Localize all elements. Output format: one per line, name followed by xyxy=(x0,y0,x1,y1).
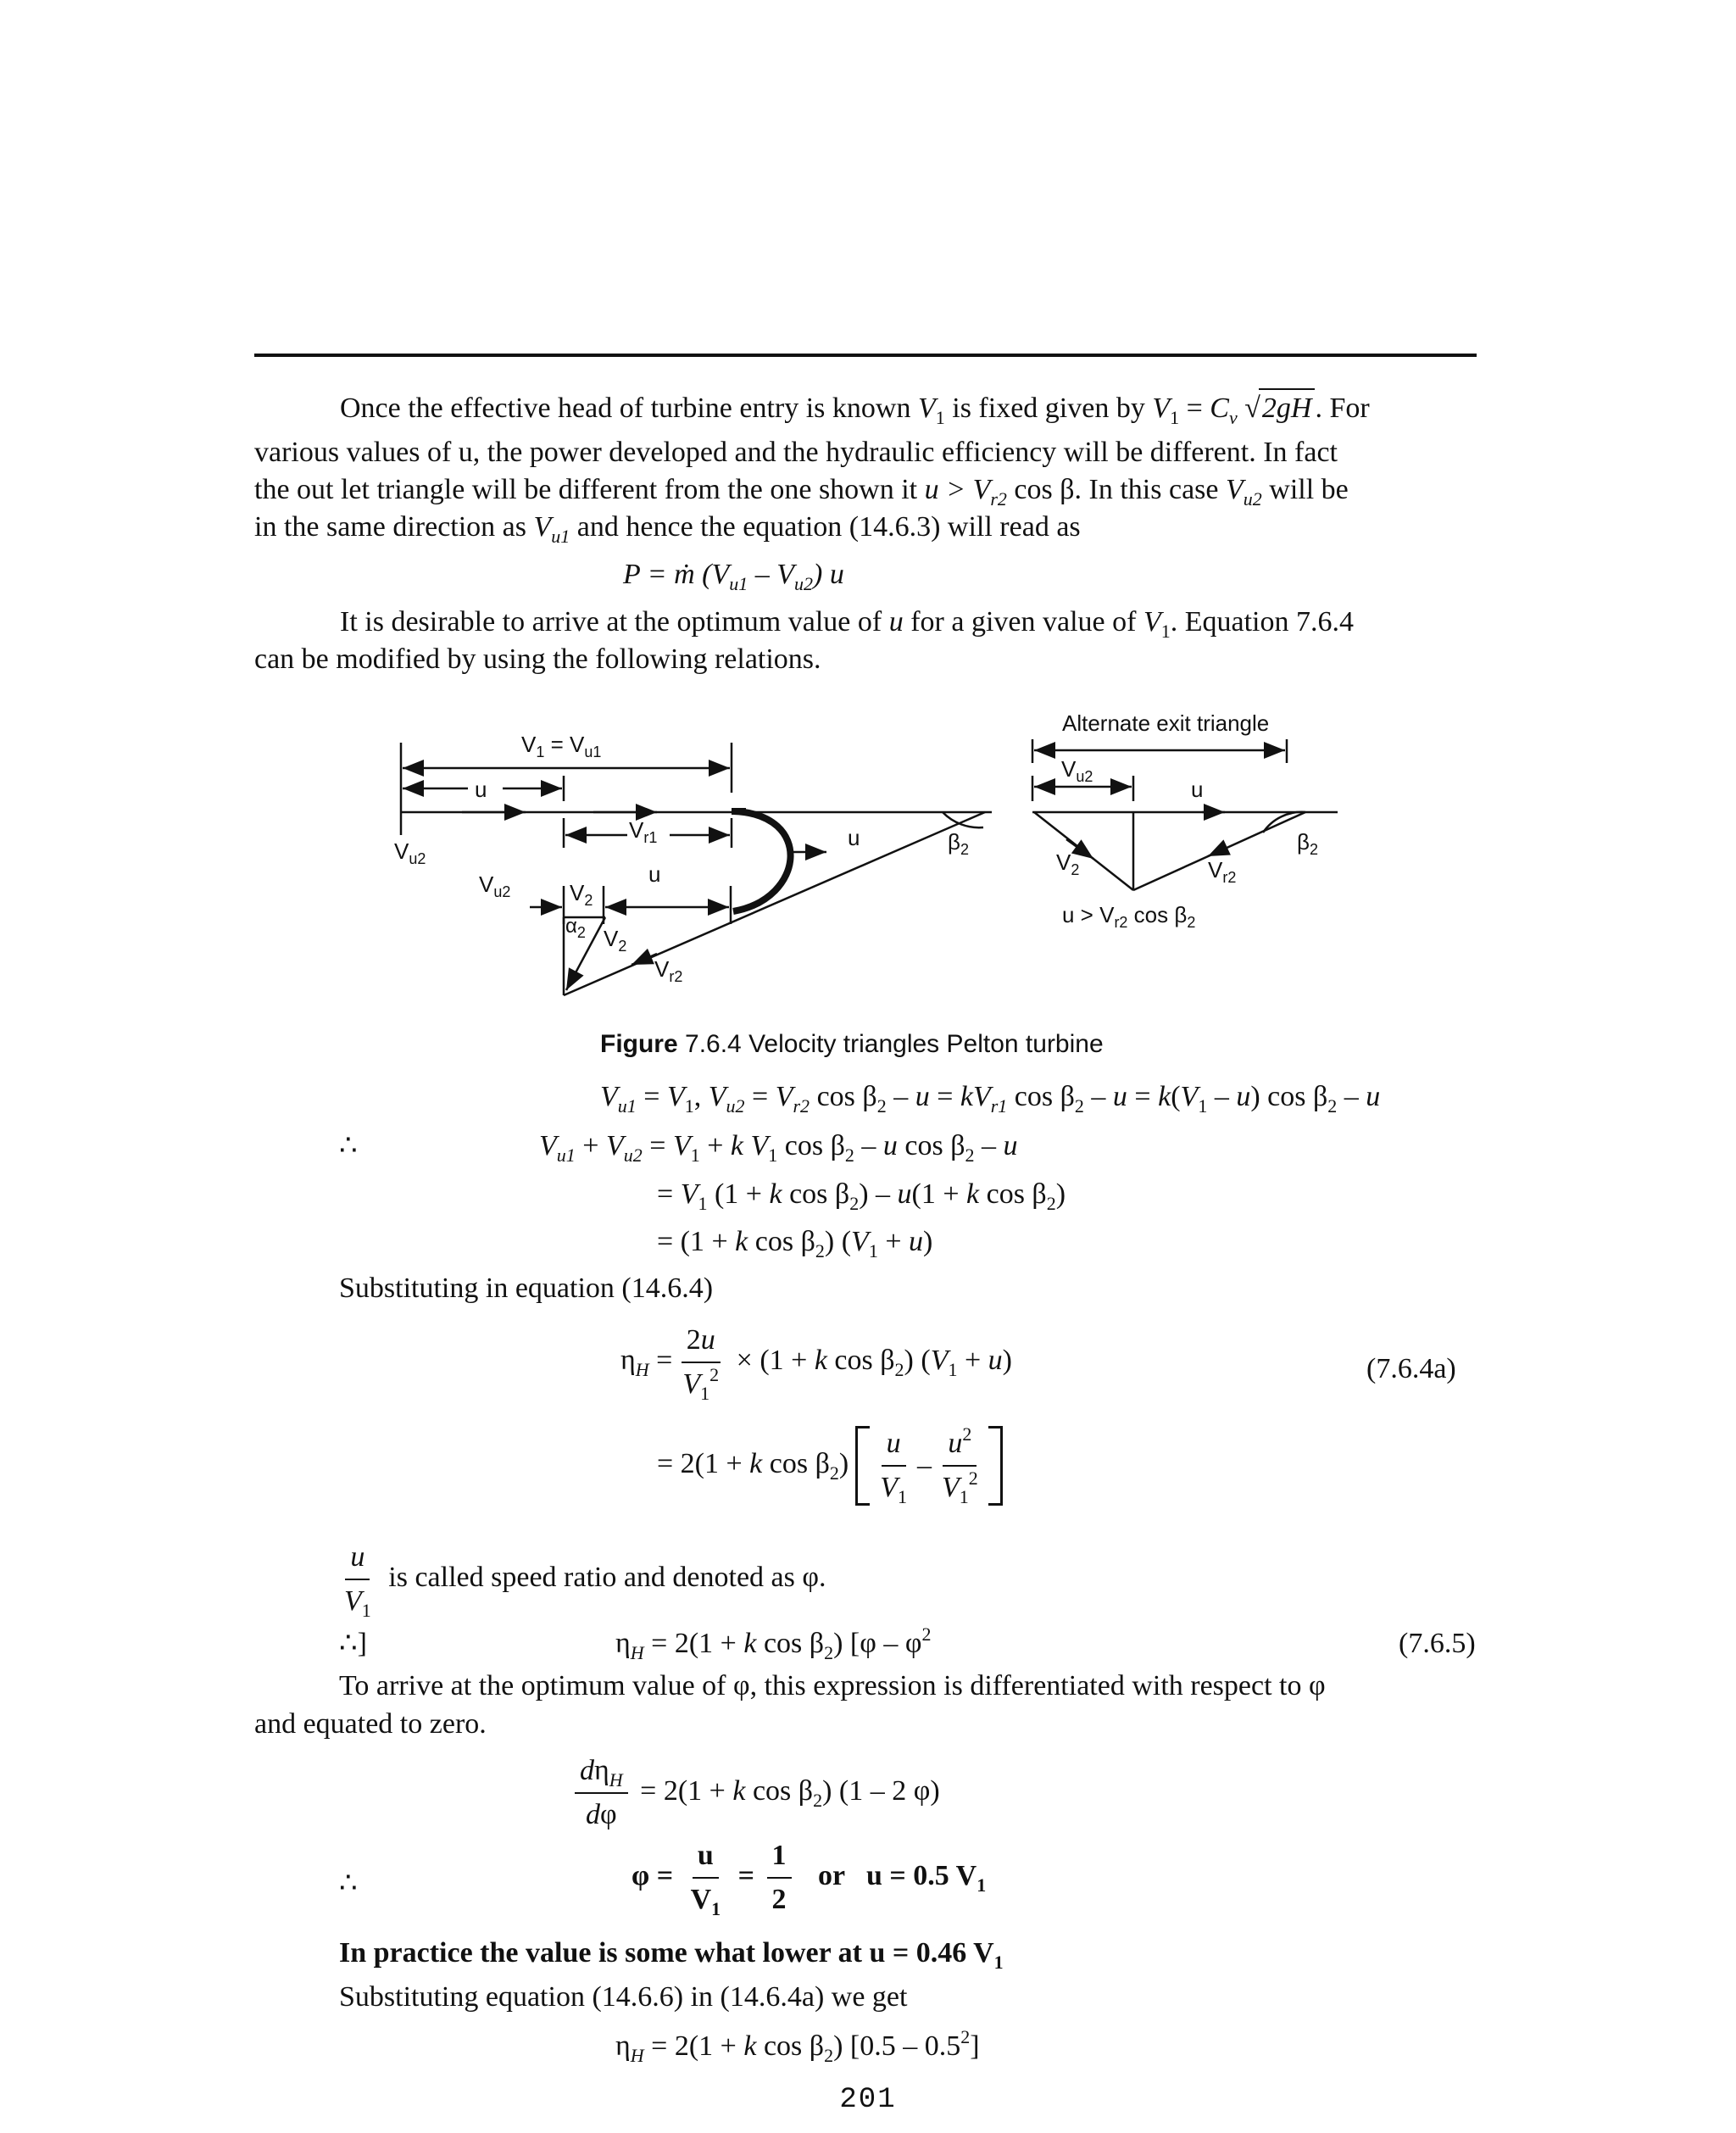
label-v2-diag: $V_2$ xyxy=(604,926,627,955)
label-vu2-left: $V_{u2}$ xyxy=(394,838,426,867)
eq-eta-h-bracket: = 2(1 + k $\cos \beta_2$) $\frac{u}{V_1}$ – $\frac{u^2}{V_1^2}$ xyxy=(657,1426,1003,1506)
eq-final: $\eta_H = 2(1 + k$ $\cos \beta_2$) $[0.5 - 0.5^2]$ xyxy=(615,2026,980,2066)
speed-ratio-line: $\frac{u}{V_1}$ is called speed ratio and denoted as φ. xyxy=(344,1541,826,1621)
caption-num: 7.6.4 xyxy=(677,1030,742,1058)
label-vu2-alt: $V_{u2}$ xyxy=(1061,756,1093,785)
para1-l4a: in the same direction as xyxy=(254,511,534,543)
para1-line3: the out let triangle will be different from the one shown it $u > V_{r2}$ cos β. In this case $V_{u2}$ will be xyxy=(254,474,1349,510)
label-alpha2: $\alpha_2$ xyxy=(565,915,586,941)
label-u-bucket: u xyxy=(848,825,860,850)
practice-text: In practice the value is some what lower at u = 0.46 V xyxy=(339,1937,994,1969)
eq-tag-7-6-4a: (7.6.4a) xyxy=(1366,1353,1456,1384)
para2-l1a: It is desirable to arrive at the optimum value of xyxy=(340,606,889,638)
eq-power-a: P = ṁ (V xyxy=(623,559,730,590)
therefore-3: ∴ xyxy=(339,1868,358,1899)
equation-power: P = ṁ $(V_{u1} - V_{u2})$ u xyxy=(623,559,844,594)
para1-l4b: and hence the equation (14.6.3) will read as xyxy=(570,511,1081,543)
bucket-curve xyxy=(733,811,791,911)
para1-text-b: is fixed given by xyxy=(944,393,1153,424)
para1-l3d: will be xyxy=(1261,474,1349,505)
eq-phi-optimum: φ = $\frac{u}{V_1}$ = $\frac{1}{2}$ or u = 0.5 $V_1$ xyxy=(632,1840,987,1919)
eq-line-3: = $V_1$ (1 + k $\cos \beta_2) - u(1 + k$ $\cos \beta_2$) xyxy=(657,1178,1066,1214)
label-beta2-alt: $\beta_2$ xyxy=(1297,829,1318,858)
para1-l3c: cos β. In this case xyxy=(1006,474,1226,505)
label-v2-alt: $V_2$ xyxy=(1056,849,1080,878)
therefore-2: ∴] xyxy=(339,1628,367,1659)
caption-bold: Figure xyxy=(600,1030,678,1058)
practice-line: In practice the value is some what lower at u = 0.46 $V_1$ xyxy=(339,1937,1004,1973)
label-alt-title: Alternate exit triangle xyxy=(1062,710,1270,736)
eq-derivative: $\frac{d\eta_H}{d\varphi}$ = 2(1 + k $\cos \beta_2$) (1 – 2 φ) xyxy=(575,1755,940,1831)
para1-l3b: u > V xyxy=(924,474,991,505)
para1-line2: various values of u, the power developed and the hydraulic efficiency will be different. In fact xyxy=(254,437,1338,468)
label-v1-vu1: $V_1 = V_{u1}$ xyxy=(521,732,602,760)
para1-l3a: the out let triangle will be different from the one shown it xyxy=(254,474,925,505)
label-vr2-left: $V_{r2}$ xyxy=(654,956,683,985)
substituting-1: Substituting in equation (14.6.4) xyxy=(339,1273,714,1304)
para1-text-c: = xyxy=(1179,393,1210,424)
label-u-mid: u xyxy=(648,861,661,887)
eq-tag-7-6-5: (7.6.5) xyxy=(1399,1628,1476,1659)
label-v2-box: $V_2$ xyxy=(570,880,593,909)
para2-line2: can be modified by using the following relations. xyxy=(254,643,821,675)
eq-line-2: $V_{u1} + V_{u2} = V_1 + k$ $V_1$ $\cos \beta_2$ – u $\cos \beta_2$ – u xyxy=(539,1130,1018,1166)
para2-line1: It is desirable to arrive at the optimum value of u for a given value of $V_1$. Equation 7.6.4 xyxy=(340,606,1354,642)
label-u-top: u xyxy=(475,777,487,802)
para1-text-e: . For xyxy=(1315,393,1370,424)
eq-eta-h: $\eta_H$ = $\frac{2u}{V_1^2}$ × (1 + k $\cos \beta_2$) $(V_1 + u)$ xyxy=(620,1324,1012,1404)
eq-line-4: = (1 + k $\cos \beta_2$) $(V_1 + u)$ xyxy=(657,1226,933,1261)
substituting-2: Substituting equation (14.6.6) in (14.6.4a) we get xyxy=(339,1981,908,2013)
label-vr1: $V_{r1}$ xyxy=(629,817,658,846)
para1-line1: Once the effective head of turbine entry is known $V_1$ is fixed given by $V_1 = C_v$ √2gH . For xyxy=(340,388,1370,427)
label-vu2-lower: $V_{u2}$ xyxy=(479,872,511,900)
therefore-1: ∴ xyxy=(339,1130,358,1161)
eq-7-6-5: $\eta_H = 2(1 + k$ $\cos \beta_2$) [$\varphi - \varphi^2$ xyxy=(615,1623,932,1663)
para1-text: Once the effective head of turbine entry is known xyxy=(340,393,918,424)
figure-caption xyxy=(600,1026,1104,1063)
para1-line4: in the same direction as $V_{u1}$ and hence the equation (14.6.3) will read as xyxy=(254,511,1081,547)
page-number: 201 xyxy=(839,2084,897,2116)
para2-l1c: . Equation 7.6.4 xyxy=(1170,606,1354,638)
label-vr2-alt: $V_{r2}$ xyxy=(1208,857,1237,886)
para2-l1b: for a given value of xyxy=(903,606,1143,638)
sqrt-2gH: 2gH xyxy=(1259,388,1316,427)
speed-ratio-text: is called speed ratio and denoted as φ. xyxy=(388,1561,826,1593)
optimum-line-2: and equated to zero. xyxy=(254,1708,487,1740)
velocity-triangles-figure xyxy=(0,0,1736,1034)
caption-text: Velocity triangles Pelton turbine xyxy=(741,1030,1104,1058)
label-beta2-left: $\beta_2$ xyxy=(948,829,969,858)
eq-line-1: $V_{u1} = V_1$, $V_{u2} = V_{r2}$ $\cos \beta_2 - u = kV_{r1}$ $\cos \beta_2 - u = k(V_1 - u)$ $\cos \beta_2$ – u xyxy=(600,1081,1381,1117)
label-cond: $u > V_{r2}$ $\cos \beta_2$ xyxy=(1062,902,1196,931)
label-u-alt: u xyxy=(1191,777,1204,802)
optimum-line-1: To arrive at the optimum value of φ, this expression is differentiated with respect to φ xyxy=(339,1670,1326,1701)
